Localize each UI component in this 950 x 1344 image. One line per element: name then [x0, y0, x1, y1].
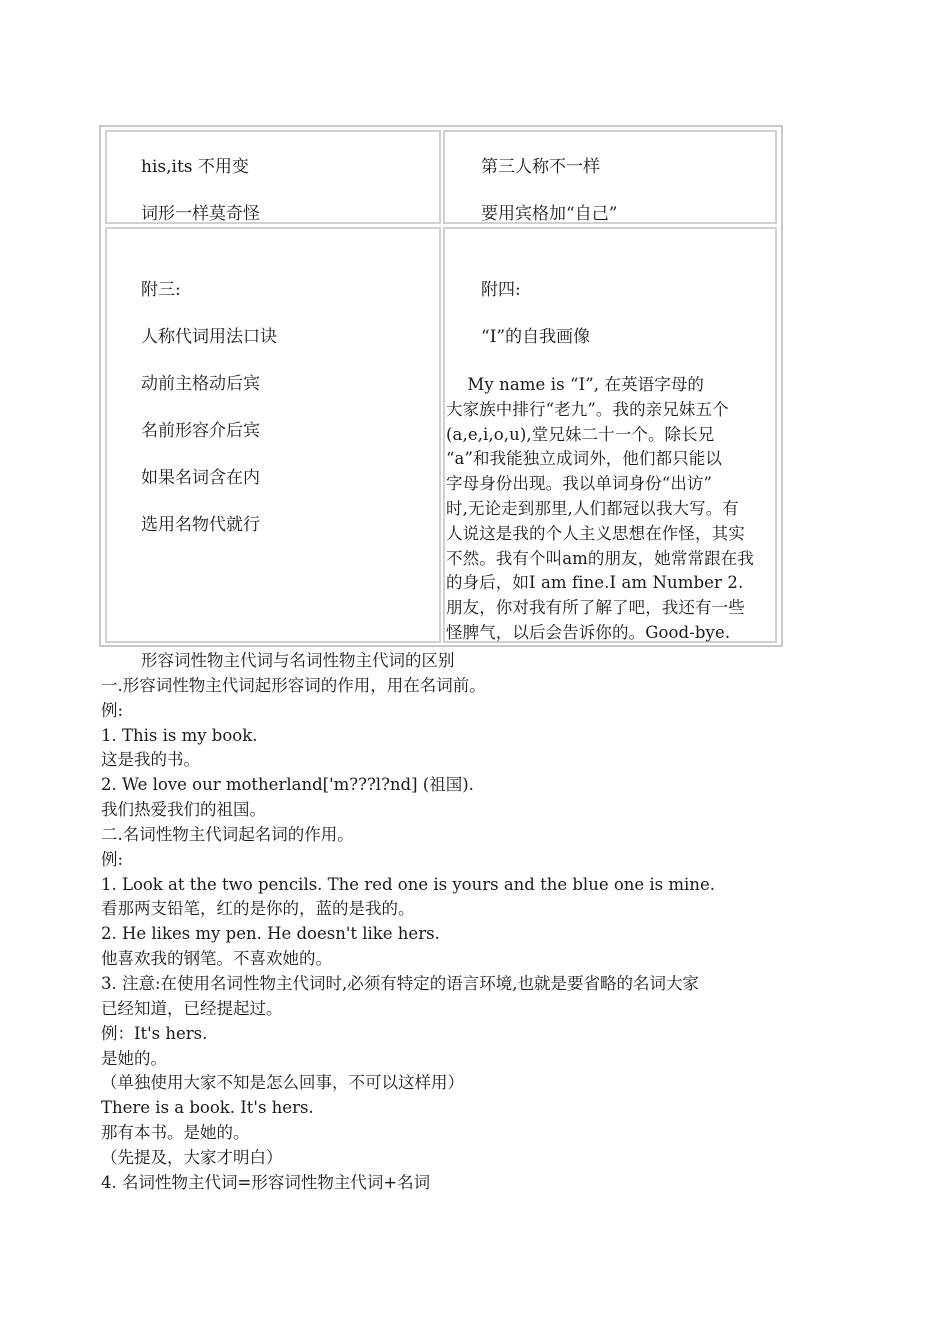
- essay-line: 时,无论走到那里,人们都冠以我大写。有: [446, 498, 739, 518]
- body-line: 我们热爱我们的祖国。: [101, 800, 266, 820]
- table-cell-bottom-left: [105, 227, 441, 643]
- body-line: 一.形容词性物主代词起形容词的作用，用在名词前。: [101, 675, 486, 695]
- essay-line: 人说这是我的个人主义思想在作怪，其实: [446, 523, 745, 543]
- cell-text-line: his,its 不用变: [141, 157, 249, 177]
- body-line: 他喜欢我的钢笔。不喜欢她的。: [101, 949, 332, 969]
- body-line: 例:: [101, 849, 124, 869]
- essay-line: 的身后，如I am fine.I am Number 2.: [446, 573, 744, 593]
- body-line: 3. 注意:在使用名词性物主代词时,必须有特定的语言环境,也就是要省略的名词大家: [101, 973, 700, 993]
- section-subtitle: 形容词性物主代词与名词性物主代词的区别: [141, 651, 455, 670]
- body-line: 这是我的书。: [101, 750, 200, 770]
- body-line: 1. This is my book.: [101, 725, 258, 745]
- essay-line: (a,e,i,o,u),堂兄妹二十一个。除长兄: [446, 424, 715, 444]
- body-line: （先提及，大家才明白）: [101, 1147, 283, 1167]
- essay-line: 不然。我有个叫am的朋友，她常常跟在我: [446, 548, 754, 568]
- body-line: 看那两支铅笔，红的是你的，蓝的是我的。: [101, 899, 415, 919]
- body-line: 例:: [101, 700, 124, 720]
- essay-line: 朋友，你对我有所了解了吧，我还有一些: [446, 598, 745, 618]
- cell-text-line: 第三人称不一样: [481, 157, 600, 177]
- essay-line: 大家族中排行“老九”。我的亲兄妹五个: [446, 399, 729, 419]
- mnemonic-line: 人称代词用法口诀: [141, 327, 277, 347]
- table-cell-top-left: [105, 130, 441, 224]
- essay-line: 字母身份出现。我以单词身份“出访”: [446, 474, 713, 494]
- body-line: 二.名词性物主代词起名词的作用。: [101, 824, 354, 844]
- body-line: 是她的。: [101, 1048, 167, 1068]
- body-line: 2. He likes my pen. He doesn't like hers.: [101, 924, 440, 944]
- appendix-heading: 附四:: [481, 280, 521, 300]
- essay-title: “I”的自我画像: [481, 327, 591, 347]
- body-line: （单独使用大家不知是怎么回事，不可以这样用）: [101, 1073, 464, 1093]
- essay-paragraph: [446, 373, 778, 646]
- body-line: 例：It's hers.: [101, 1023, 208, 1043]
- essay-line: 怪脾气，以后会告诉你的。Good-bye.: [446, 622, 731, 642]
- essay-line: My name is “I”, 在英语字母的: [446, 375, 705, 394]
- cell-text-line: 要用宾格加“自己”: [481, 204, 618, 224]
- cell-text-line: 词形一样莫奇怪: [141, 204, 260, 224]
- body-line: 2. We love our motherland['m???l?nd] (祖国).: [101, 775, 474, 795]
- body-line: 那有本书。是她的。: [101, 1123, 250, 1143]
- mnemonic-line: 名前形容介后宾: [141, 421, 260, 441]
- mnemonic-line: 动前主格动后宾: [141, 374, 260, 394]
- essay-line: “a”和我能独立成词外，他们都只能以: [446, 449, 723, 469]
- table-cell-bottom-right: [443, 227, 777, 643]
- body-line: 1. Look at the two pencils. The red one is yours and the blue one is mine.: [101, 874, 715, 894]
- body-text: [101, 649, 841, 1196]
- mnemonic-table: [99, 125, 783, 647]
- body-line: There is a book. It's hers.: [101, 1098, 314, 1118]
- table-cell-top-right: [443, 130, 777, 224]
- appendix-heading: 附三:: [141, 280, 181, 300]
- mnemonic-line: 如果名词含在内: [141, 468, 260, 488]
- body-line: 已经知道，已经提起过。: [101, 998, 283, 1018]
- body-line: 4. 名词性物主代词=形容词性物主代词+名词: [101, 1172, 431, 1192]
- mnemonic-line: 选用名物代就行: [141, 515, 260, 535]
